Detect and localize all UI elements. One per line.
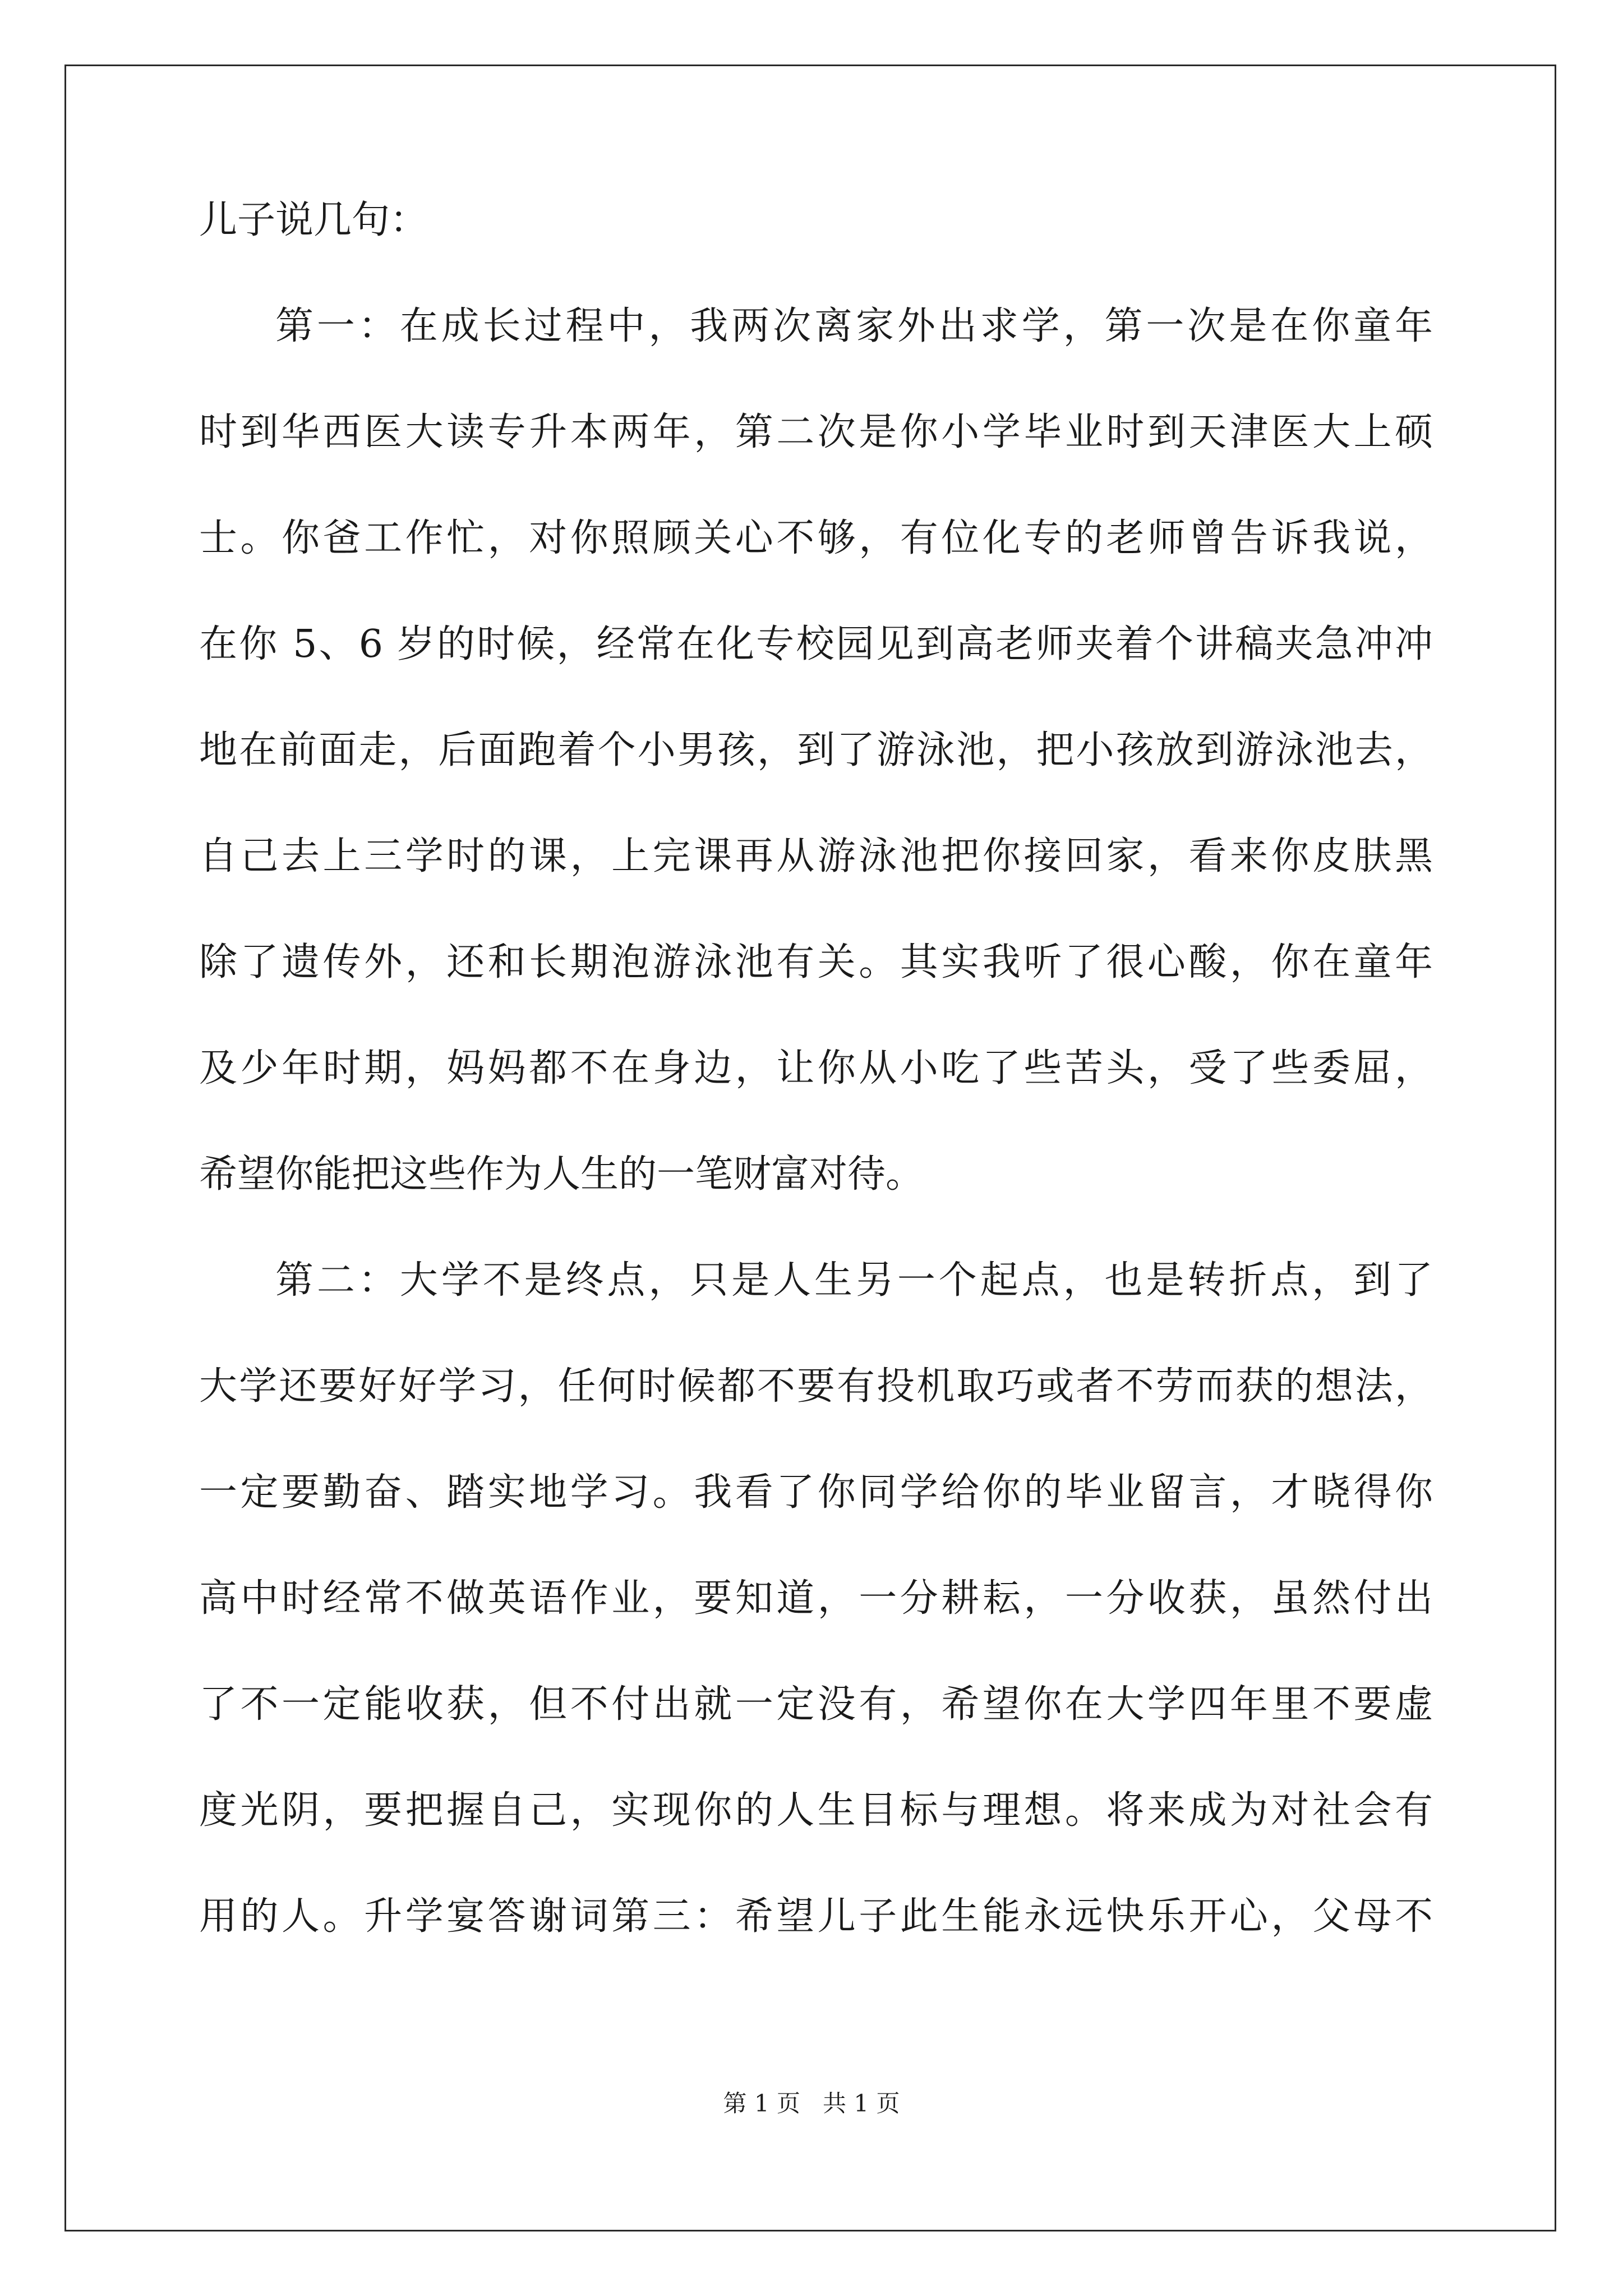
text-line: 儿子说几句：: [199, 198, 428, 242]
document-body: [199, 194, 1433, 1996]
text-line: 及少年时期，妈妈都不在身边，让你从小吃了些苦头，受了些委屈，: [199, 1046, 1433, 1091]
page-footer: [0, 2087, 1623, 2120]
text-line: 第二：大学不是终点，只是人生另一个起点，也是转折点，到了: [275, 1258, 1433, 1303]
text-line: 度光阴，要把握自己，实现你的人生目标与理想。将来成为对社会有: [199, 1788, 1433, 1833]
text-line: 在你 5、6 岁的时候，经常在化专校园见到高老师夹着个讲稿夹急冲冲: [199, 622, 1433, 666]
text-line: 一定要勤奋、踏实地学习。我看了你同学给你的毕业留言，才晓得你: [199, 1470, 1433, 1515]
text-line: 自己去上三学时的课，上完课再从游泳池把你接回家，看来你皮肤黑: [199, 834, 1433, 878]
text-line: 除了遗传外，还和长期泡游泳池有关。其实我听了很心酸，你在童年: [199, 940, 1433, 984]
text-line: 大学还要好好学习，任何时候都不要有投机取巧或者不劳而获的想法，: [199, 1364, 1433, 1409]
text-line: 地在前面走，后面跑着个小男孩，到了游泳池，把小孩放到游泳池去，: [199, 728, 1433, 772]
page-number: 第 1 页: [723, 2090, 800, 2117]
text-line: 士。你爸工作忙，对你照顾关心不够，有位化专的老师曾告诉我说，: [199, 516, 1433, 560]
text-line: 用的人。升学宴答谢词第三：希望儿子此生能永远快乐开心，父母不: [199, 1894, 1433, 1939]
text-line: 高中时经常不做英语作业，要知道，一分耕耘，一分收获，虽然付出: [199, 1576, 1433, 1621]
text-line: 希望你能把这些作为人生的一笔财富对待。: [199, 1152, 924, 1197]
text-line: 时到华西医大读专升本两年，第二次是你小学毕业时到天津医大上硕: [199, 410, 1433, 454]
text-line: 了不一定能收获，但不付出就一定没有，希望你在大学四年里不要虚: [199, 1682, 1433, 1727]
text-line: 第一：在成长过程中，我两次离家外出求学，第一次是在你童年: [275, 304, 1433, 348]
page-total: 共 1 页: [823, 2090, 900, 2117]
